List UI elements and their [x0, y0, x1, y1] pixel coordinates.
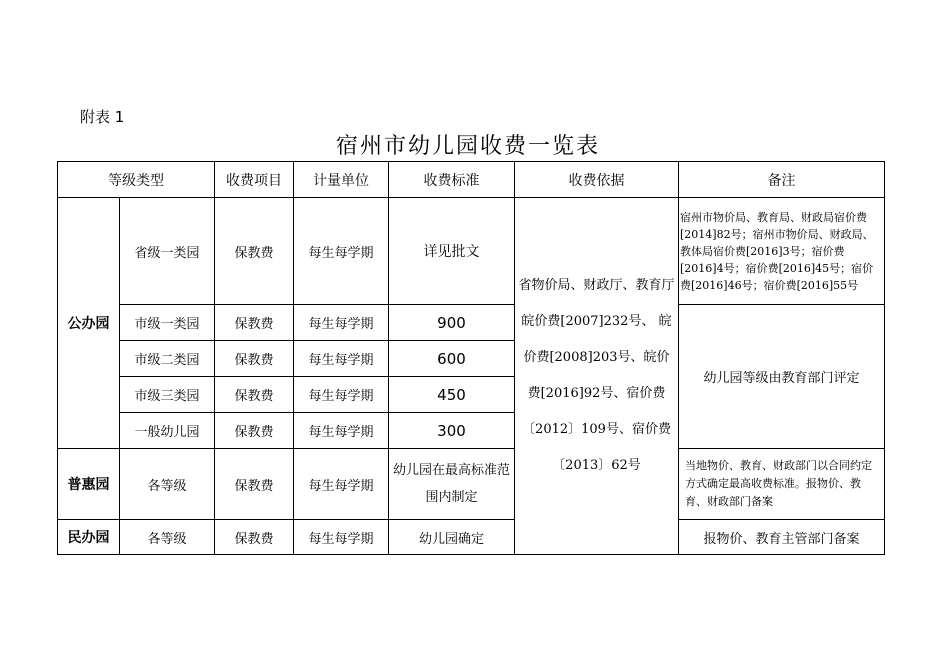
- level-cell: 一般幼儿园: [120, 413, 215, 449]
- header-standard: 收费标准: [389, 162, 515, 198]
- unit-cell: 每生每学期: [294, 449, 389, 520]
- header-remarks: 备注: [679, 162, 885, 198]
- unit-cell: 每生每学期: [294, 305, 389, 341]
- item-cell: 保教费: [215, 305, 294, 341]
- header-level-type: 等级类型: [58, 162, 215, 198]
- item-cell: 保教费: [215, 413, 294, 449]
- level-cell: 省级一类园: [120, 198, 215, 305]
- standard-cell: 600: [389, 341, 515, 377]
- level-cell: 市级一类园: [120, 305, 215, 341]
- item-cell: 保教费: [215, 341, 294, 377]
- item-cell: 保教费: [215, 520, 294, 555]
- standard-cell: 900: [389, 305, 515, 341]
- page-title: 宿州市幼儿园收费一览表: [335, 134, 600, 159]
- remarks-provincial: 宿州市物价局、教育局、财政局宿价费[2014]82号；宿州市物价局、财政局、教体局宿价费[2016]3号；宿价费[2016]4号；宿价费[2016]45号；宿价费[2016]46号；宿价费[2016]55号: [679, 198, 885, 305]
- unit-cell: 每生每学期: [294, 413, 389, 449]
- fee-table: [57, 161, 885, 555]
- attachment-label: 附表 1: [80, 108, 125, 126]
- item-cell: 保教费: [215, 449, 294, 520]
- header-row: [58, 162, 885, 198]
- header-item: 收费项目: [215, 162, 294, 198]
- header-basis: 收费依据: [515, 162, 679, 198]
- level-cell: 各等级: [120, 520, 215, 555]
- group-private: 民办园: [58, 520, 120, 555]
- group-public: 公办园: [58, 198, 120, 449]
- level-cell: 市级三类园: [120, 377, 215, 413]
- standard-cell: 300: [389, 413, 515, 449]
- level-cell: 各等级: [120, 449, 215, 520]
- remarks-municipal: 幼儿园等级由教育部门评定: [679, 305, 885, 449]
- unit-cell: 每生每学期: [294, 341, 389, 377]
- table-row: [58, 449, 885, 520]
- item-cell: 保教费: [215, 377, 294, 413]
- level-cell: 市级二类园: [120, 341, 215, 377]
- standard-cell: 450: [389, 377, 515, 413]
- remarks-puhui: 当地物价、教育、财政部门以合同约定方式确定最高收费标准。报物价、教育、财政部门备案: [679, 449, 885, 520]
- basis-cell: 省物价局、财政厅、教育厅皖价费[2007]232号、 皖价费[2008]203号、皖价费[2016]92号、宿价费〔2012〕109号、宿价费〔2013〕62号: [515, 198, 679, 555]
- standard-cell: 详见批文: [389, 198, 515, 305]
- table-row: [58, 198, 885, 305]
- unit-cell: 每生每学期: [294, 377, 389, 413]
- unit-cell: 每生每学期: [294, 520, 389, 555]
- header-unit: 计量单位: [294, 162, 389, 198]
- unit-cell: 每生每学期: [294, 198, 389, 305]
- group-puhui: 普惠园: [58, 449, 120, 520]
- table-row: [58, 520, 885, 555]
- remarks-private: 报物价、教育主管部门备案: [679, 520, 885, 555]
- standard-cell: 幼儿园确定: [389, 520, 515, 555]
- item-cell: 保教费: [215, 198, 294, 305]
- standard-cell: 幼儿园在最高标准范围内制定: [389, 449, 515, 520]
- table-row: [58, 305, 885, 341]
